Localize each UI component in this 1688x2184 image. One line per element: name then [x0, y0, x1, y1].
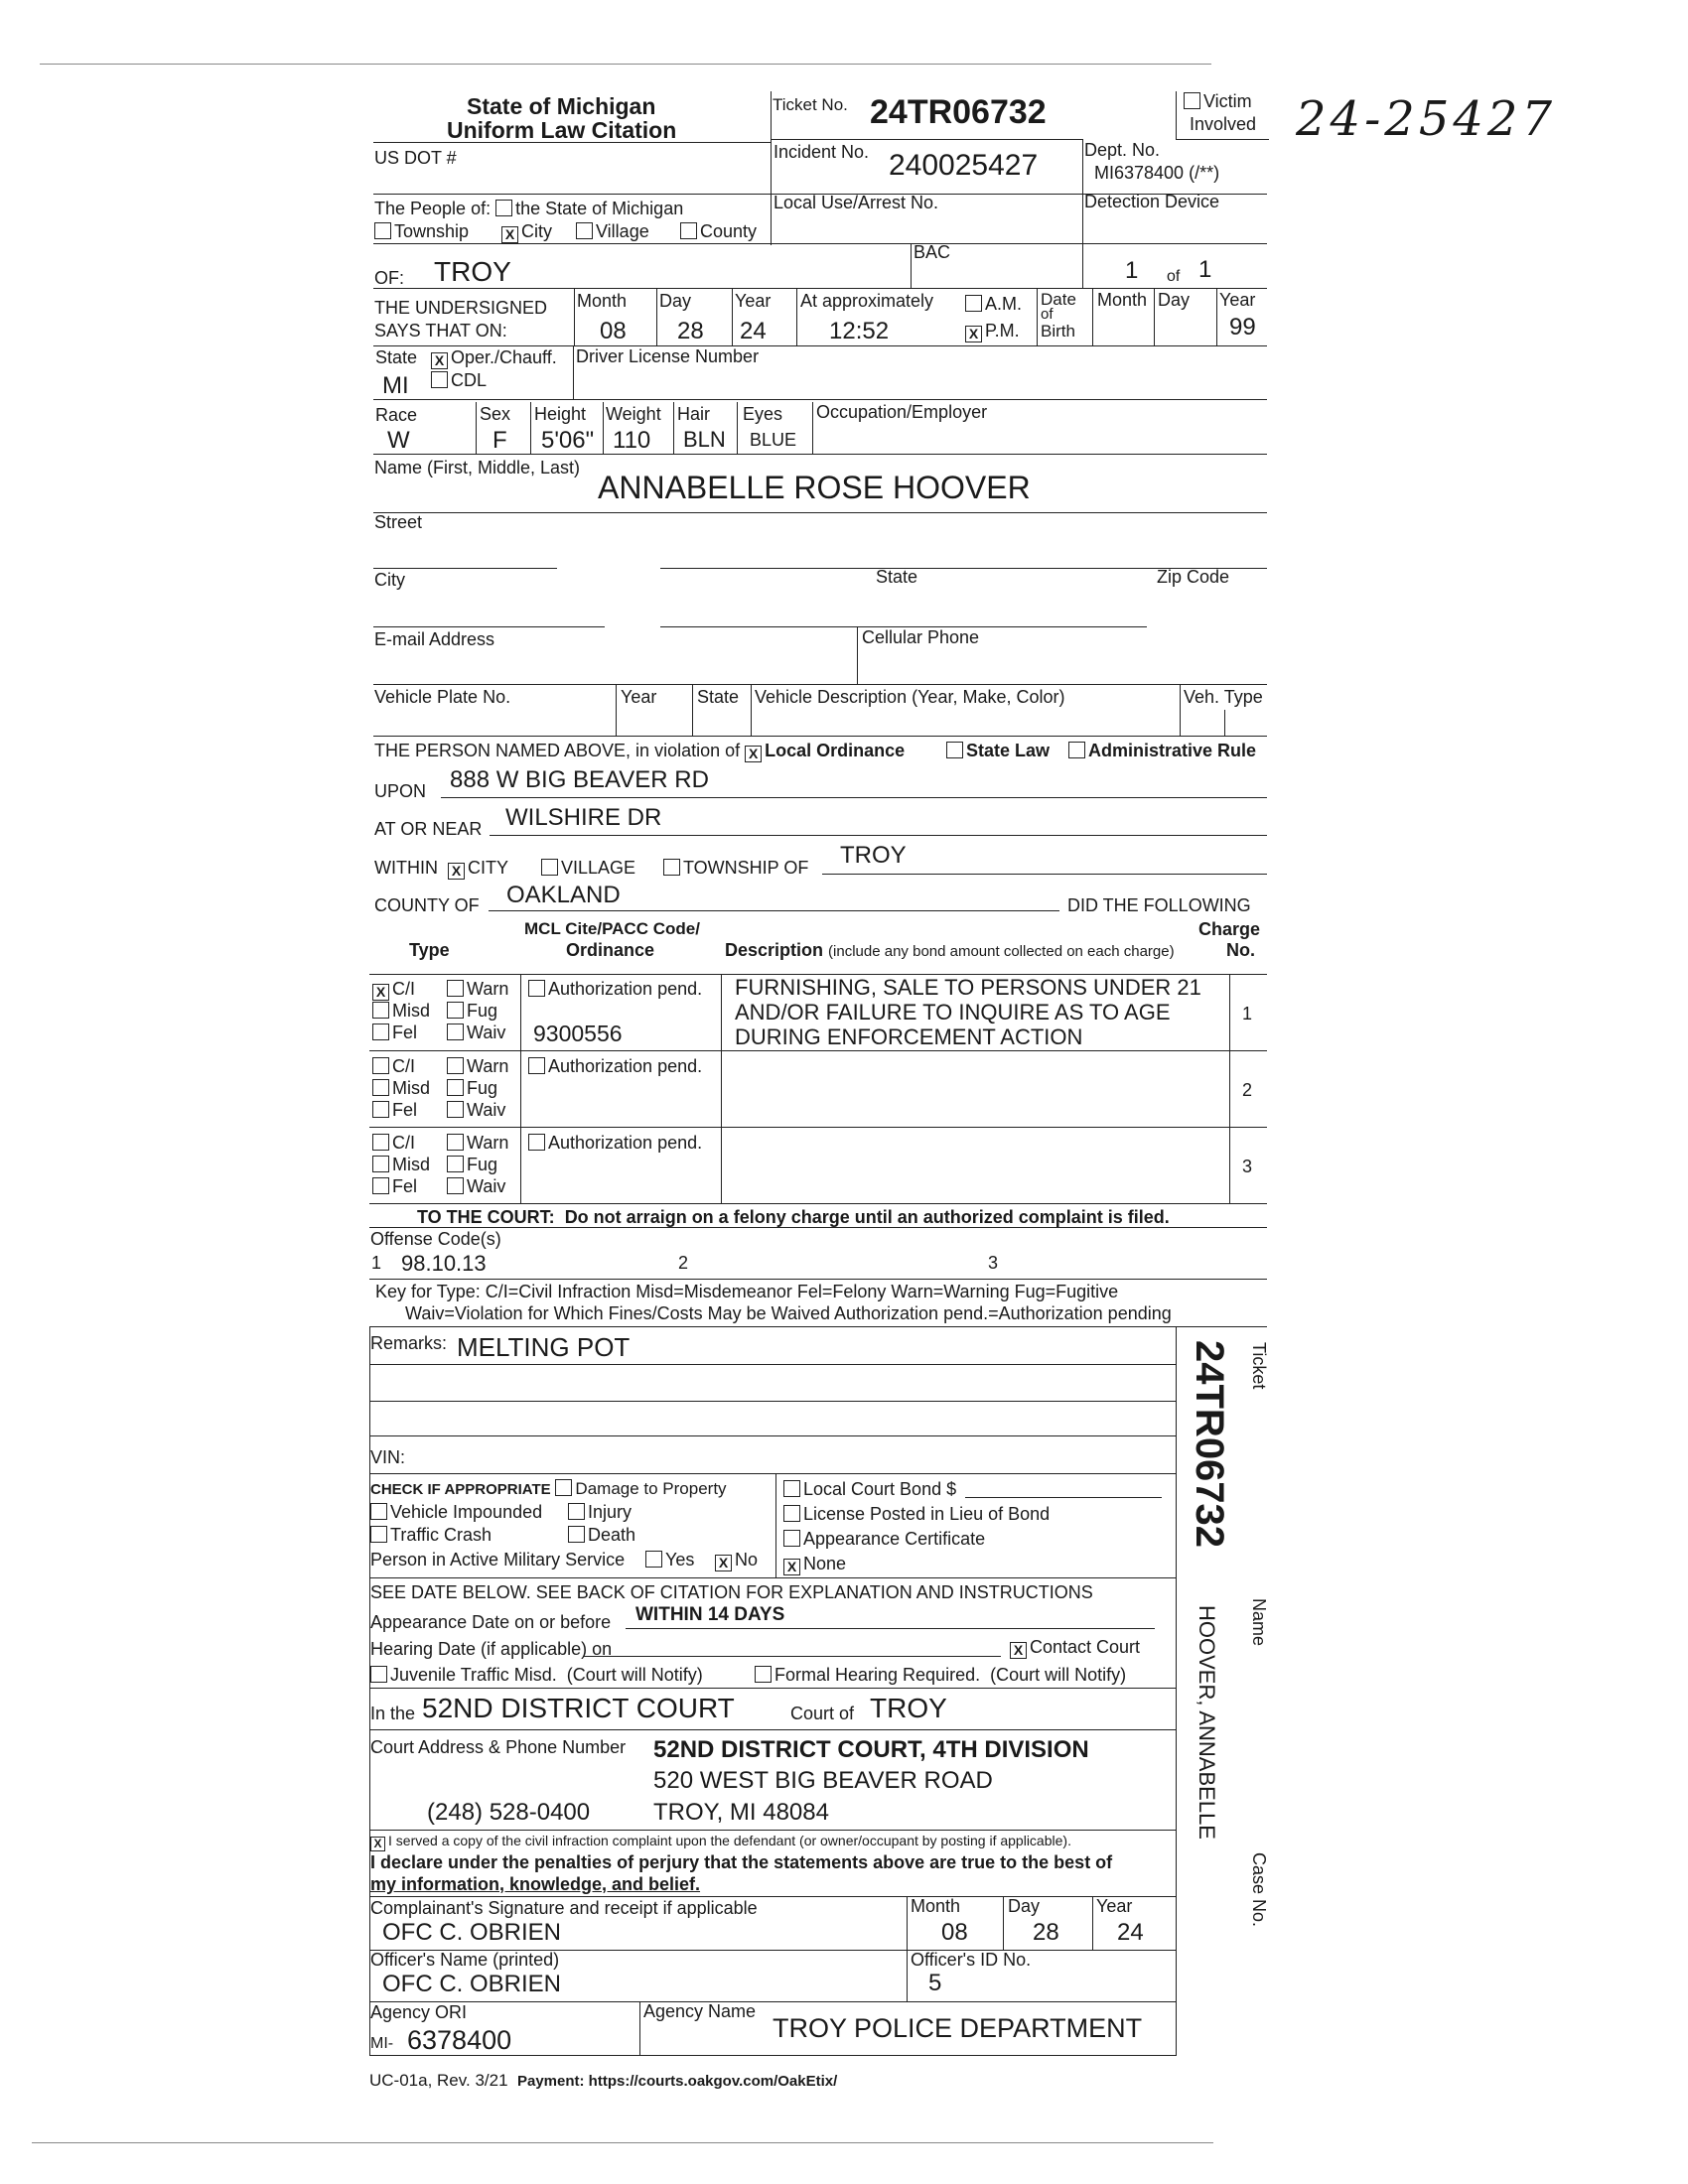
offense-month: 08: [600, 318, 627, 344]
height-label: Height: [534, 404, 587, 424]
charge2-auth-checkbox[interactable]: Authorization pend.: [528, 1056, 702, 1077]
dob-month-label: Month: [1097, 290, 1148, 310]
height-value: 5'06": [541, 427, 595, 454]
side-name-label: Name: [1249, 1598, 1269, 1647]
charge1-waiv-checkbox[interactable]: Waiv: [447, 1023, 505, 1043]
served-copy-checkbox[interactable]: X I served a copy of the civil infraction complaint upon the defendant (or owner/occupant by posting if applicable).: [370, 1833, 1071, 1851]
charge1-no: 1: [1242, 1004, 1253, 1024]
zip-label: Zip Code: [1157, 567, 1230, 587]
see-date-text: SEE DATE BELOW. SEE BACK OF CITATION FOR EXPLANATION AND INSTRUCTIONS: [370, 1582, 1093, 1602]
side-ticket-label: Ticket: [1249, 1342, 1269, 1390]
within-value: TROY: [840, 842, 907, 869]
violation-admin-rule-checkbox[interactable]: Administrative Rule: [1068, 741, 1256, 761]
ticket-no-label: Ticket No.: [773, 95, 848, 114]
handwritten-case-number: 24-25427: [1296, 91, 1556, 147]
vehicle-year-label: Year: [621, 687, 657, 707]
license-state: MI: [382, 372, 409, 399]
charge2-warn-checkbox[interactable]: Warn: [447, 1056, 508, 1077]
violation-local-ordinance-checkbox[interactable]: THE PERSON NAMED ABOVE, in violation of X Local Ordinance: [374, 741, 906, 761]
of-label: OF:: [374, 268, 404, 288]
desc-header: Description (include any bond amount collected on each charge): [725, 940, 1175, 960]
charge3-no: 3: [1242, 1157, 1253, 1176]
court-address-1: 52ND DISTRICT COURT, 4TH DIVISION: [653, 1736, 1089, 1763]
sex-value: F: [492, 427, 507, 454]
remarks-value: MELTING POT: [457, 1332, 631, 1362]
complainant-name: OFC C. OBRIEN: [382, 1919, 562, 1946]
approx-label: At approximately: [800, 291, 934, 311]
dob-year: 99: [1229, 314, 1256, 341]
plate-label: Vehicle Plate No.: [374, 687, 511, 707]
undersigned-label-1: THE UNDERSIGNED: [374, 298, 548, 318]
charge1-code: 9300556: [533, 1021, 623, 1046]
traffic-crash-checkbox[interactable]: Traffic Crash: [370, 1525, 492, 1546]
charge2-misd-checkbox[interactable]: Misd: [372, 1078, 430, 1099]
none-checkbox[interactable]: X None: [783, 1554, 846, 1575]
eyes-label: Eyes: [743, 404, 783, 424]
dob-label-2: of: [1041, 306, 1054, 323]
page-total: 1: [1198, 256, 1212, 283]
charge1-desc-2: AND/OR FAILURE TO INQUIRE AS TO AGE: [735, 1000, 1171, 1024]
race-value: W: [387, 427, 410, 454]
form-title-1: State of Michigan: [467, 93, 656, 119]
incident-label: Incident No.: [774, 142, 870, 162]
military-label: Person in Active Military Service: [370, 1550, 626, 1570]
city-label: City: [374, 570, 405, 590]
dl-number-label: Driver License Number: [576, 346, 760, 366]
veh-type-label: Veh. Type: [1184, 687, 1263, 707]
injury-checkbox[interactable]: Injury: [568, 1502, 632, 1523]
people-of-state-checkbox[interactable]: The People of: the State of Michigan: [374, 199, 684, 218]
within-township-checkbox[interactable]: TOWNSHIP OF: [663, 858, 808, 879]
formal-hearing-checkbox[interactable]: Formal Hearing Required. (Court will Notify): [755, 1665, 1126, 1686]
court-address-2: 520 WEST BIG BEAVER ROAD: [653, 1767, 993, 1794]
officer-name-label: Officer's Name (printed): [370, 1950, 560, 1970]
offense-code-n2: 2: [678, 1253, 689, 1273]
type-key-1: Key for Type: C/I=Civil Infraction Misd=Misdemeanor Fel=Felony Warn=Warning Fug=Fugitive: [375, 1282, 1119, 1301]
charge2-no: 2: [1242, 1080, 1253, 1100]
sig-month-label: Month: [911, 1896, 961, 1916]
ticket-no: 24TR06732: [870, 93, 1047, 131]
charge2-ci-checkbox[interactable]: C/I: [372, 1056, 415, 1077]
charge1-misd-checkbox[interactable]: Misd: [372, 1001, 430, 1022]
state-label: State: [876, 567, 918, 587]
sig-year: 24: [1117, 1919, 1144, 1946]
year-label: Year: [735, 291, 772, 311]
scan-bottom-line: [32, 2142, 1213, 2143]
hair-label: Hair: [677, 404, 711, 424]
vehicle-impounded-checkbox[interactable]: Vehicle Impounded: [370, 1502, 542, 1523]
dob-day-label: Day: [1158, 290, 1191, 310]
oper-chauff-checkbox[interactable]: X Oper./Chauff.: [431, 347, 557, 369]
email-label: E-mail Address: [374, 629, 495, 649]
offense-time: 12:52: [829, 318, 890, 344]
damage-property-checkbox[interactable]: CHECK IF APPROPRIATE Damage to Property: [370, 1479, 727, 1498]
sig-day: 28: [1033, 1919, 1059, 1946]
near-label: AT OR NEAR: [374, 819, 483, 839]
offense-code-1: 98.10.13: [401, 1251, 487, 1276]
type-key-2: Waiv=Violation for Which Fines/Costs May be Waived Authorization pend.=Authorization pending: [405, 1303, 1172, 1323]
offense-day: 28: [677, 318, 704, 344]
declaration-2: my information, knowledge, and belief.: [370, 1874, 701, 1894]
name-label: Name (First, Middle, Last): [374, 458, 581, 478]
vehicle-state-label: State: [697, 687, 740, 707]
hair-value: BLN: [683, 427, 726, 452]
local-court-bond-checkbox[interactable]: Local Court Bond $: [783, 1479, 956, 1500]
appearance-date-label: Appearance Date on or before: [370, 1612, 612, 1632]
did-following: DID THE FOLLOWING: [1067, 895, 1251, 915]
local-use-label: Local Use/Arrest No.: [774, 193, 939, 212]
form-title-2: Uniform Law Citation: [447, 117, 677, 143]
death-checkbox[interactable]: Death: [568, 1525, 635, 1546]
near-value: WILSHIRE DR: [505, 804, 662, 831]
township-checkbox[interactable]: Township: [374, 221, 469, 242]
city-checkbox[interactable]: X City: [501, 221, 552, 243]
scan-top-line: [40, 64, 1211, 65]
dob-label-3: Birth: [1041, 322, 1075, 341]
of-value: TROY: [434, 256, 511, 287]
court-phone: (248) 528-0400: [427, 1799, 591, 1826]
us-dot-label: US DOT #: [374, 148, 457, 168]
undersigned-label-2: SAYS THAT ON:: [374, 321, 507, 341]
upon-label: UPON: [374, 781, 427, 801]
mcl-header-2: Ordinance: [566, 940, 655, 960]
sex-label: Sex: [480, 404, 511, 424]
charge2-waiv-checkbox[interactable]: Waiv: [447, 1100, 505, 1121]
charge1-fel-checkbox[interactable]: Fel: [372, 1023, 417, 1043]
agency-name: TROY POLICE DEPARTMENT: [773, 2013, 1143, 2043]
charge1-desc-3: DURING ENFORCEMENT ACTION: [735, 1024, 1083, 1049]
weight-label: Weight: [606, 404, 661, 424]
vin-label: VIN:: [370, 1447, 406, 1467]
occupation-label: Occupation/Employer: [816, 402, 988, 422]
dob-label-1: Date: [1041, 290, 1076, 309]
license-posted-checkbox[interactable]: License Posted in Lieu of Bond: [783, 1504, 1050, 1525]
declaration-1: I declare under the penalties of perjury that the statements above are true to the best of: [370, 1852, 1113, 1872]
charge3-auth-checkbox[interactable]: Authorization pend.: [528, 1133, 702, 1154]
side-name: HOOVER, ANNABELLE: [1195, 1605, 1219, 1840]
officer-name: OFC C. OBRIEN: [382, 1971, 562, 1997]
court-name: 52ND DISTRICT COURT: [422, 1693, 735, 1723]
defendant-name: ANNABELLE ROSE HOOVER: [598, 470, 1031, 505]
county-checkbox[interactable]: County: [680, 221, 757, 242]
county-label: COUNTY OF: [374, 895, 480, 915]
agency-ori-prefix: MI-: [370, 2035, 394, 2052]
victim-involved-checkbox[interactable]: Victim: [1184, 91, 1252, 112]
day-label: Day: [659, 291, 692, 311]
charge-header-1: Charge: [1198, 919, 1261, 939]
court-of-label: Court of: [790, 1704, 855, 1723]
detection-device-label: Detection Device: [1084, 192, 1220, 211]
cdl-checkbox[interactable]: CDL: [431, 370, 487, 391]
agency-ori: 6378400: [407, 2025, 512, 2055]
side-ticket-number: 24TR06732: [1188, 1340, 1231, 1549]
to-court-note: TO THE COURT: Do not arraign on a felony charge until an authorized complaint is filed.: [417, 1207, 1170, 1227]
within-city-checkbox[interactable]: WITHIN X CITY: [374, 858, 509, 879]
charge2-fug-checkbox[interactable]: Fug: [447, 1078, 497, 1099]
eyes-value: BLUE: [750, 430, 797, 450]
charge3-fug-checkbox[interactable]: Fug: [447, 1155, 497, 1175]
violation-state-law-checkbox[interactable]: State Law: [946, 741, 1050, 761]
pm-checkbox[interactable]: X P.M.: [965, 321, 1020, 342]
upon-value: 888 W BIG BEAVER RD: [450, 766, 709, 793]
page-number: 1: [1125, 257, 1139, 284]
appearance-certificate-checkbox[interactable]: Appearance Certificate: [783, 1529, 985, 1550]
juvenile-checkbox[interactable]: Juvenile Traffic Misd. (Court will Notify): [370, 1665, 703, 1686]
agency-ori-label: Agency ORI: [370, 2002, 468, 2022]
agency-name-label: Agency Name: [643, 2001, 757, 2021]
weight-value: 110: [613, 427, 651, 454]
charge3-warn-checkbox[interactable]: Warn: [447, 1133, 508, 1154]
offense-codes-label: Offense Code(s): [370, 1229, 501, 1249]
hearing-date-label: Hearing Date (if applicable) on: [370, 1639, 613, 1659]
charge2-fel-checkbox[interactable]: Fel: [372, 1100, 417, 1121]
race-label: Race: [375, 405, 418, 425]
sig-day-label: Day: [1008, 1896, 1041, 1916]
officer-id-label: Officer's ID No.: [911, 1950, 1032, 1970]
sig-year-label: Year: [1096, 1896, 1133, 1916]
remarks-label: Remarks:: [370, 1333, 448, 1353]
victim-involved-label: Involved: [1190, 114, 1257, 134]
charge1-ci-checkbox[interactable]: X C/I: [372, 979, 415, 1001]
court-city: TROY: [870, 1693, 947, 1723]
page-of: of: [1167, 268, 1181, 285]
charge1-warn-checkbox[interactable]: Warn: [447, 979, 508, 1000]
cell-phone-label: Cellular Phone: [862, 627, 980, 647]
dob-year-label: Year: [1219, 290, 1256, 310]
within-village-checkbox[interactable]: VILLAGE: [541, 858, 635, 879]
charge3-fel-checkbox[interactable]: Fel: [372, 1176, 417, 1197]
charge1-fug-checkbox[interactable]: Fug: [447, 1001, 497, 1022]
type-header: Type: [409, 940, 450, 960]
charge1-desc-1: FURNISHING, SALE TO PERSONS UNDER 21: [735, 975, 1201, 1000]
bac-label: BAC: [914, 242, 951, 262]
vehicle-desc-label: Vehicle Description (Year, Make, Color): [755, 687, 1065, 707]
mcl-header-1: MCL Cite/PACC Code/: [524, 919, 700, 938]
offense-code-n3: 3: [988, 1253, 999, 1273]
offense-year: 24: [740, 318, 767, 344]
form-number: UC-01a, Rev. 3/21 Payment: https://courts.oakgov.com/OakEtix/: [369, 2071, 838, 2090]
offense-code-n1: 1: [371, 1253, 382, 1273]
court-address-label: Court Address & Phone Number: [370, 1737, 627, 1757]
charge3-misd-checkbox[interactable]: Misd: [372, 1155, 430, 1175]
charge-header-2: No.: [1226, 940, 1255, 960]
county-value: OAKLAND: [506, 882, 621, 908]
officer-id: 5: [928, 1970, 942, 1996]
charge1-auth-checkbox[interactable]: Authorization pend.: [528, 979, 702, 1000]
street-label: Street: [374, 512, 423, 532]
military-yes-checkbox[interactable]: Yes: [645, 1550, 694, 1570]
dept-no: MI6378400 (/**): [1094, 163, 1220, 183]
sig-month: 08: [941, 1919, 968, 1946]
appearance-date-value: WITHIN 14 DAYS: [635, 1604, 785, 1625]
in-the-label: In the: [370, 1704, 416, 1723]
military-no-checkbox[interactable]: X No: [715, 1550, 758, 1571]
contact-court-checkbox[interactable]: X Contact Court: [1010, 1637, 1140, 1659]
court-address-3: TROY, MI 48084: [653, 1799, 829, 1826]
side-case-no-label: Case No.: [1249, 1852, 1269, 1928]
dept-no-label: Dept. No.: [1084, 140, 1161, 160]
charge3-ci-checkbox[interactable]: C/I: [372, 1133, 415, 1154]
complainant-label: Complainant's Signature and receipt if applicable: [370, 1898, 758, 1918]
village-checkbox[interactable]: Village: [576, 221, 649, 242]
incident-no: 240025427: [889, 149, 1039, 182]
month-label: Month: [577, 291, 628, 311]
charge3-waiv-checkbox[interactable]: Waiv: [447, 1176, 505, 1197]
am-checkbox[interactable]: A.M.: [965, 294, 1022, 315]
license-state-label: State: [375, 347, 418, 367]
